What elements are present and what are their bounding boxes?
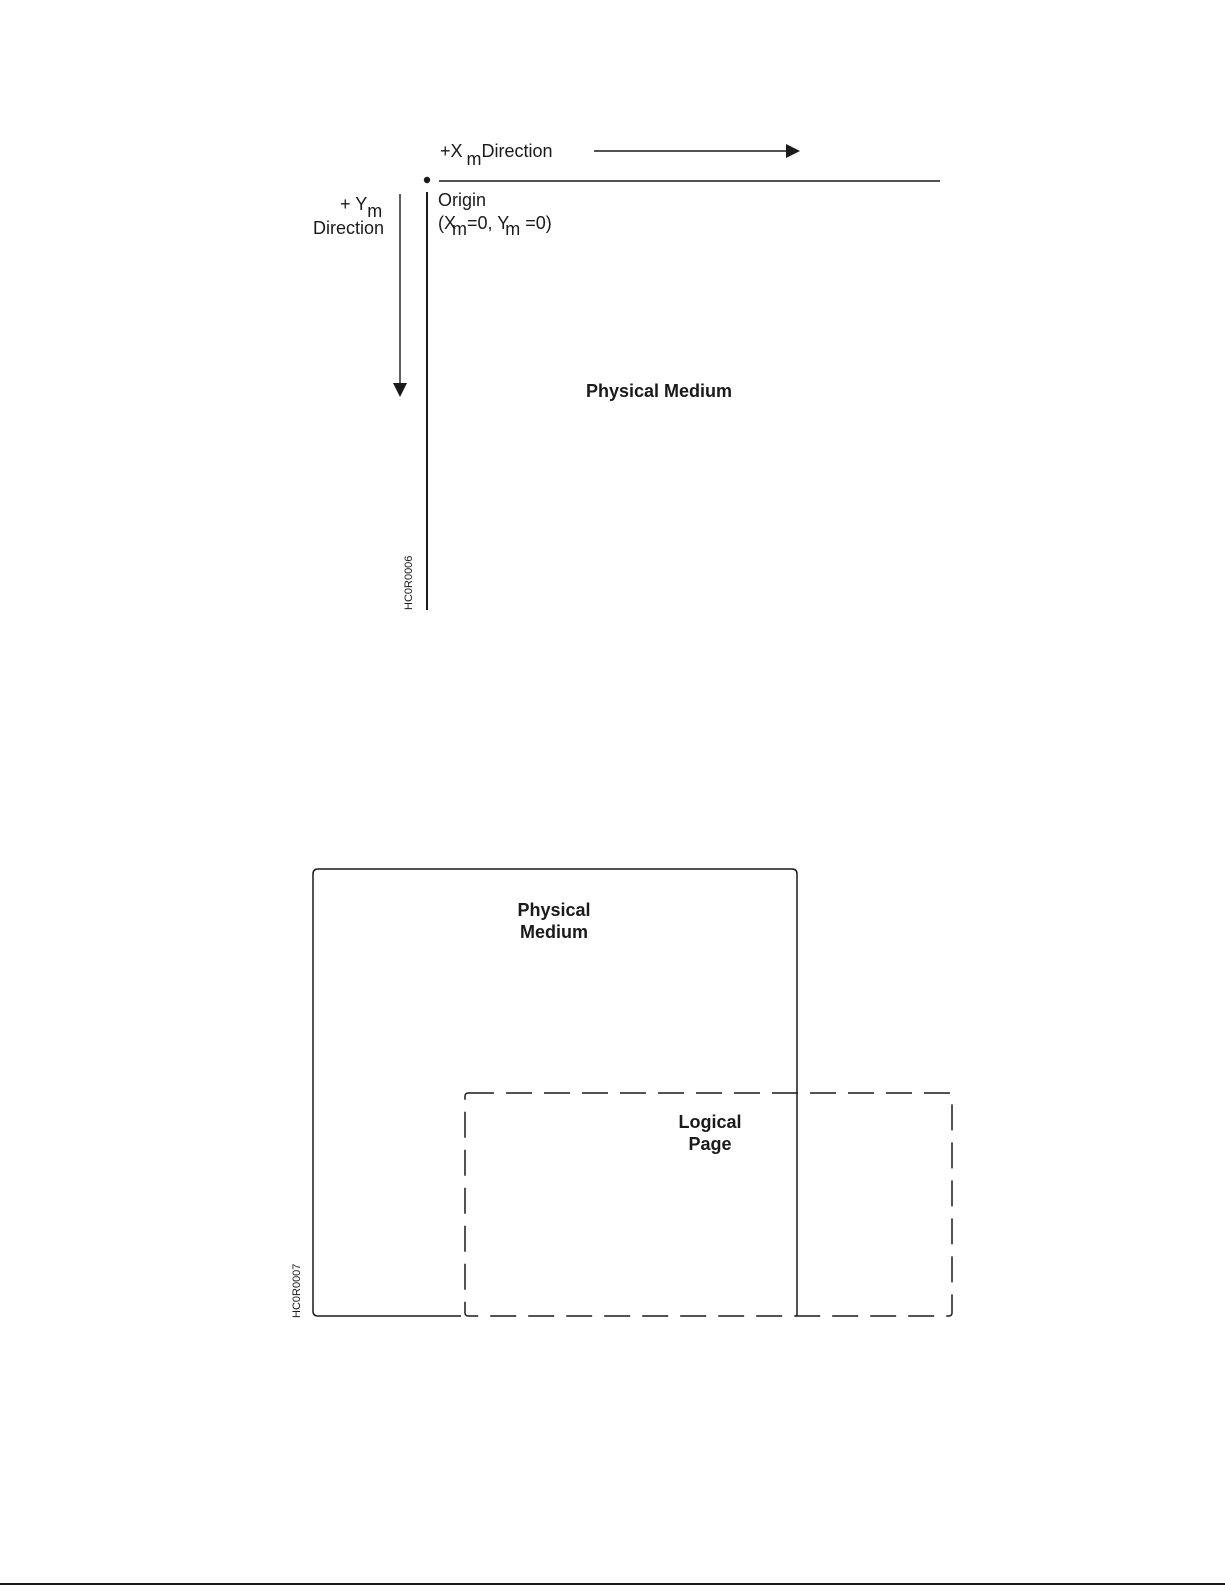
medium-page-figure [291,869,952,1318]
physical-medium-label-line2: Medium [519,922,589,942]
physical-medium-label-line1: Physical [517,900,591,920]
origin-point [424,177,430,183]
x-direction-label: +X mDirection [440,141,553,169]
y-direction-label-line2: Direction [312,218,384,238]
logical-page-label-line1: Logical [678,1112,742,1132]
origin-coordinates: (Xm=0, Ym =0) [438,213,552,239]
y-direction-label: + Ym [340,194,383,221]
logical-page-label-line2: Page [688,1134,732,1154]
origin-title: Origin [438,190,487,210]
figure-code-2: HC0R0007 [291,1263,303,1318]
figure-code-1: HC0R0006 [403,555,415,610]
physical-medium-label: Physical Medium [585,381,733,401]
coordinate-system-figure [313,141,940,610]
